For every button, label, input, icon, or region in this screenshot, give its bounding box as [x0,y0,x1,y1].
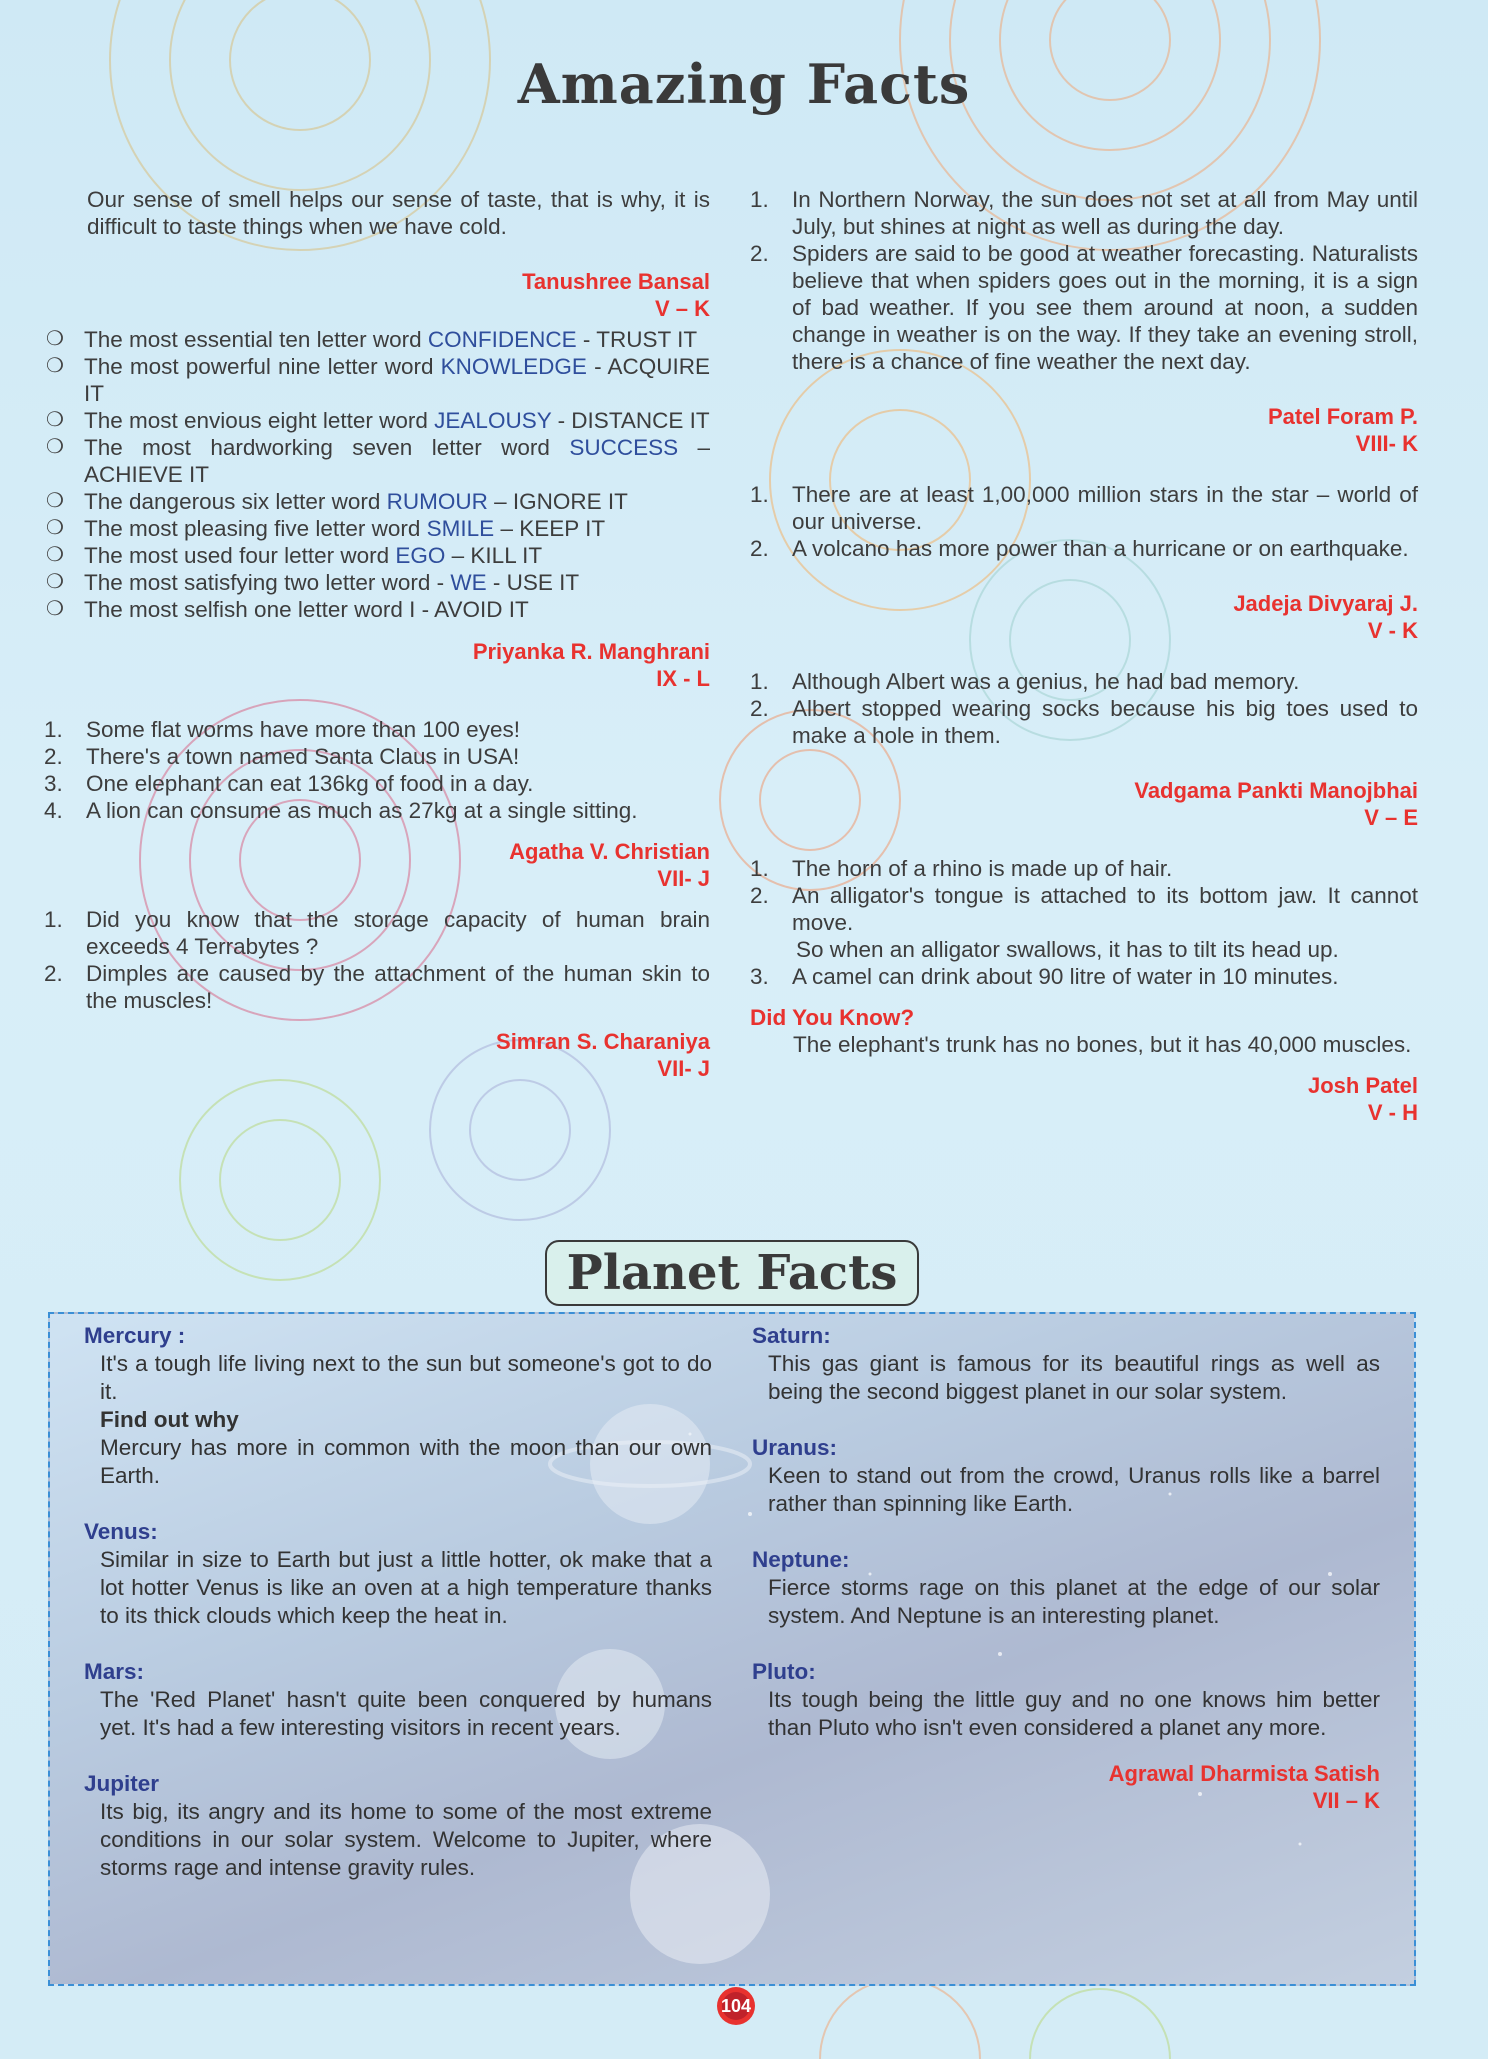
planet-name-mars: Mars: [84,1659,145,1684]
circle-bullet-icon: ❍ [46,598,64,620]
planet-name-uranus: Uranus: [752,1435,838,1460]
credit-class: V – E [1364,805,1418,830]
list-item: ❍ The most used four letter word EGO – KILL IT [46,543,543,568]
einstein-facts-list [750,668,1418,749]
list-item: 1. Did you know that the storage capacity of human brain exceeds 4 Terrabytes ? [44,907,710,959]
planet-text: Mercury has more in common with the moon than our own Earth. [100,1435,712,1488]
list-item: 1. Although Albert was a genius, he had bad memory. [750,669,1300,694]
list-item: 2. Albert stopped wearing socks because his big toes used to make a hole in them. [750,696,1418,748]
list-item: ❍ The most essential ten letter word CONFIDENCE - TRUST IT [46,327,698,352]
credit-class: VIII- K [1355,431,1418,456]
credit-name: Agrawal Dharmista Satish [1108,1761,1380,1786]
planet-text: Keen to stand out from the crowd, Uranus rolls like a barrel rather than spinning like Earth. [768,1463,1380,1516]
list-item: ❍ The dangerous six letter word RUMOUR – IGNORE IT [46,489,628,514]
planet-right-column [752,1322,1380,1814]
list-item: 2. A volcano has more power than a hurricane or on earthquake. [750,536,1409,561]
letter-word-list [44,326,710,623]
list-item: 2. An alligator's tongue is attached to its bottom jaw. It cannot move. So when an alligator swallows, it has to tilt its head up. [750,883,1418,962]
space-facts-list [750,481,1418,562]
circle-bullet-icon: ❍ [46,436,64,458]
credit-class: V – K [654,296,710,321]
list-item: ❍ The most selfish one letter word I - AVOID IT [46,597,529,622]
animal-facts-list [44,716,710,824]
did-you-know-heading: Did You Know? [750,1005,915,1030]
credit-class: V - H [1367,1100,1418,1125]
credit-class: VII – K [1312,1788,1380,1813]
list-item: ❍ The most powerful nine letter word KNOWLEDGE - ACQUIRE IT [46,354,710,406]
credit-name: Jadeja Divyaraj J. [1233,591,1418,616]
circle-bullet-icon: ❍ [46,328,64,350]
list-item: ❍ The most hardworking seven letter word SUCCESS – ACHIEVE IT [46,435,711,487]
credit-name: Priyanka R. Manghrani [472,639,710,664]
animal-body-facts-list [750,855,1418,990]
list-item: ❍ The most pleasing five letter word SMILE – KEEP IT [46,516,606,541]
credit-name: Simran S. Charaniya [496,1029,710,1054]
credit-name: Tanushree Bansal [522,269,710,294]
circle-bullet-icon: ❍ [46,544,64,566]
planet-text: This gas giant is famous for its beautiful rings as well as being the second biggest planet in our solar system. [768,1351,1380,1404]
list-item: 1. There are at least 1,00,000 million stars in the star – world of our universe. [750,482,1418,534]
list-item: 2. Dimples are caused by the attachment of the human skin to the muscles! [44,961,710,1013]
planet-text: It's a tough life living next to the sun but someone's got to do it. [100,1351,712,1404]
find-out-why-subheading: Find out why [100,1407,239,1432]
page-title: Amazing Facts [517,52,971,116]
circle-bullet-icon: ❍ [46,355,64,377]
planet-text: Fierce storms rage on this planet at the edge of our solar system. And Neptune is an interesting planet. [768,1575,1380,1628]
planet-name-jupiter: Jupiter [84,1771,160,1796]
planet-name-saturn: Saturn: [752,1323,831,1348]
list-item: ❍ The most envious eight letter word JEALOUSY - DISTANCE IT [46,408,710,433]
planet-facts-box [48,1312,1416,1986]
list-item: 3. One elephant can eat 136kg of food in a day. [44,771,534,796]
planet-text: The 'Red Planet' hasn't quite been conquered by humans yet. It's had a few interesting visitors in recent years. [100,1687,712,1740]
circle-bullet-icon: ❍ [46,490,64,512]
list-item: 1. In Northern Norway, the sun does not set at all from May until July, but shines at night as well as during the day. [750,187,1418,239]
nature-facts-list [750,186,1418,375]
page-number-badge [711,1985,761,2027]
circle-bullet-icon: ❍ [46,517,64,539]
credit-name: Patel Foram P. [1268,404,1418,429]
planet-name-venus: Venus: [84,1519,158,1544]
planet-text: Its tough being the little guy and no one knows him better than Pluto who isn't even considered a planet any more. [768,1687,1380,1740]
credit-name: Vadgama Pankti Manojbhai [1134,778,1418,803]
list-item: 4. A lion can consume as much as 27kg at a single sitting. [44,798,638,823]
did-you-know-text: The elephant's trunk has no bones, but it has 40,000 muscles. [793,1032,1412,1057]
planet-left-column [84,1322,712,1882]
circle-bullet-icon: ❍ [46,409,64,431]
credit-name: Agatha V. Christian [509,839,710,864]
credit-name: Josh Patel [1307,1073,1418,1098]
list-item: 2. Spiders are said to be good at weather forecasting. Naturalists believe that when spiders goes out in the morning, it is a sign of bad weather. If you see them around at noon, a sudden change in weather is on the way. If they take an evening stroll, there is a chance of fine weather the next day. [750,241,1418,374]
planet-text: Similar in size to Earth but just a little hotter, ok make that a lot hotter Venus is like an oven at a high temperature thanks to its thick clouds which keep the heat in. [100,1547,712,1628]
right-column [750,186,1418,1126]
circle-bullet-icon: ❍ [46,571,64,593]
planet-name-mercury: Mercury : [84,1323,186,1348]
credit-class: VII- J [657,1056,710,1081]
smell-fact: Our sense of smell helps our sense of taste, that is why, it is difficult to taste things when we have cold. [87,187,710,239]
planet-name-pluto: Pluto: [752,1659,816,1684]
planet-text: Its big, its angry and its home to some of the most extreme conditions in our solar system. Welcome to Jupiter, where storms rage and intense gravity rules. [100,1799,712,1880]
list-item: 3. A camel can drink about 90 litre of water in 10 minutes. [750,964,1339,989]
list-item: 1. The horn of a rhino is made up of hair. [750,856,1173,881]
list-item: ❍ The most satisfying two letter word - WE - USE IT [46,570,580,595]
human-body-facts-list [44,906,710,1014]
list-item: 2. There's a town named Santa Claus in USA! [44,744,520,769]
credit-class: VII- J [657,866,710,891]
planet-name-neptune: Neptune: [752,1547,850,1572]
planet-facts-heading: Planet Facts [545,1240,919,1306]
page-number: 104 [720,1996,752,2016]
list-item: 1. Some flat worms have more than 100 eyes! [44,717,520,742]
credit-class: IX - L [656,666,710,691]
left-column [44,186,710,1082]
credit-class: V - K [1367,618,1418,643]
